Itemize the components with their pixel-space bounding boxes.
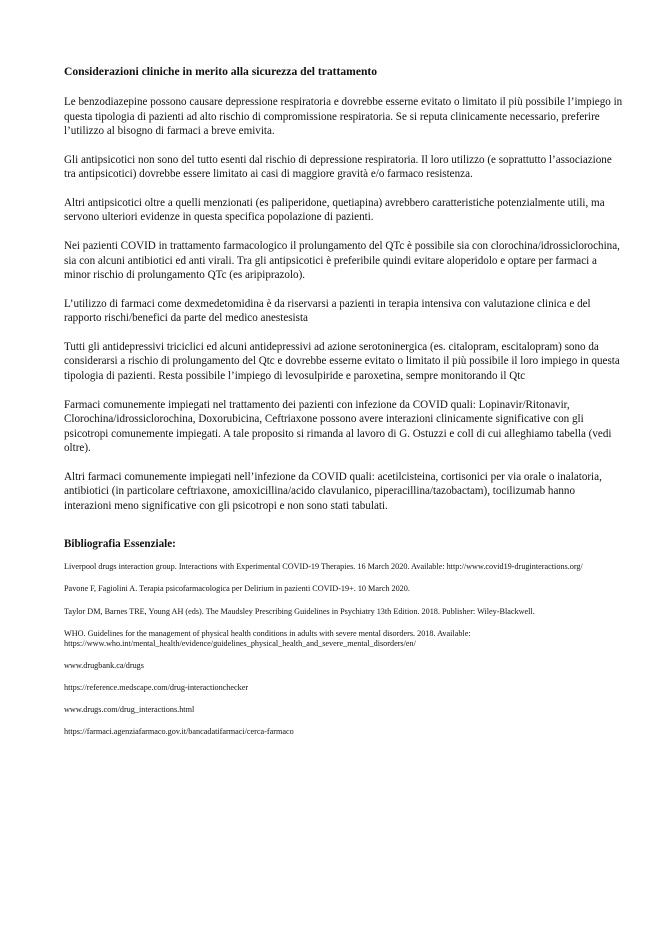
reference-item: Liverpool drugs interaction group. Interactions with Experimental COVID-19 Therapies. 16 March 2020. Available: http://www.covid19-druginteractions.org/: [64, 562, 583, 572]
reference-item: https://farmaci.agenziafarmaco.gov.it/bancadatifarmaci/cerca-farmaco: [64, 727, 294, 737]
paragraph-altri-antipsicotici: Altri antipsicotici oltre a quelli menzionati (es paliperidone, quetiapina) avrebbero caratteristiche potenzialmente utili, ma servono ulteriori evidenze in questa specifica popolazione di pazienti.: [64, 196, 605, 224]
section-title: Considerazioni cliniche in merito alla sicurezza del trattamento: [64, 65, 378, 78]
reference-item: https://reference.medscape.com/drug-interactionchecker: [64, 683, 249, 693]
paragraph-antidepressivi: Tutti gli antidepressivi triciclici ed alcuni antidepressivi ad azione serotoninergica (es. citalopram, escitalopram) sono da considerarsi a rischio di prolungamento del Qtc e dovrebbe esserne evitato o limitato il più possibile il loro impiego in questa tipologia di pazienti. Resta possibile l’impiego di levosulpiride e paroxetina, sempre monitorando il Qtc: [64, 340, 620, 382]
paragraph-antipsicotici: Gli antipsicotici non sono del tutto esenti dal rischio di depressione respiratoria. Il loro utilizzo (e soprattutto l’associazione tra antipsicotici) dovrebbe essere limitato ai casi di maggiore gravità e/o farmaco resistenza.: [64, 153, 612, 181]
reference-item: Pavone F, Fagiolini A. Terapia psicofarmacologica per Delirium in pazienti COVID-19+. 10 March 2020.: [64, 584, 410, 594]
paragraph-altri-farmaci: Altri farmaci comunemente impiegati nell’infezione da COVID quali: acetilcisteina, cortisonici per via orale o inalatoria, antibiotici (in particolare ceftriaxone, amoxicillina/acido clavulanico, piperacillina/tazobactam), tocilizumab hanno interazioni meno significative con gli psicotropi e non sono stati tabulati.: [64, 470, 602, 512]
bibliography-title: Bibliografia Essenziale:: [64, 538, 176, 551]
paragraph-qtc: Nei pazienti COVID in trattamento farmacologico il prolungamento del QTc è possibile sia con clorochina/idrossiclorochina, sia con alcuni antibiotici ed anti virali. Tra gli antipsicotici è preferibile quindi evitare aloperidolo e optare per farmaci a minor rischio di prolungamento QTc (es aripiprazolo).: [64, 240, 620, 282]
bibliography-list: [64, 562, 624, 738]
reference-item: www.drugs.com/drug_interactions.html: [64, 705, 195, 715]
reference-item: www.drugbank.ca/drugs: [64, 661, 144, 671]
paragraph-interazioni: Farmaci comunemente impiegati nel trattamento dei pazienti con infezione da COVID quali: Lopinavir/Ritonavir, Clorochina/idrossiclorochina, Doxorubicina, Ceftriaxone possono avere interazioni clinicamente significative con gli psicotropi comunemente impiegati. A tale proposito si rimanda al lavoro di G. Ostuzzi e coll di cui alleghiamo tabella (vedi oltre).: [64, 398, 612, 455]
paragraph-benzodiazepine: Le benzodiazepine possono causare depressione respiratoria e dovrebbe esserne evitato o limitato il più possibile l’impiego in questa tipologia di pazienti ad alto rischio di compromissione respiratoria. Se si reputa clinicamente necessario, preferire l’utilizzo al bisogno di farmaci a breve emivita.: [64, 96, 623, 137]
document-page: [64, 64, 624, 750]
paragraph-dexmedetomidina: L’utilizzo di farmaci come dexmedetomidina è da riservarsi a pazienti in terapia intensiva con valutazione clinica e del rapporto rischi/benefici da parte del medico anestesista: [64, 297, 591, 325]
reference-item: WHO. Guidelines for the management of physical health conditions in adults with severe mental disorders. 2018. Available: https://www.who.int/mental_health/evidence/guidelines_physical_health_and_severe_mental_disorders/en/: [64, 628, 471, 649]
reference-item: Taylor DM, Barnes TRE, Young AH (eds). The Maudsley Prescribing Guidelines in Psychiatry 13th Edition. 2018. Publisher: Wiley-Blackwell.: [64, 606, 535, 616]
